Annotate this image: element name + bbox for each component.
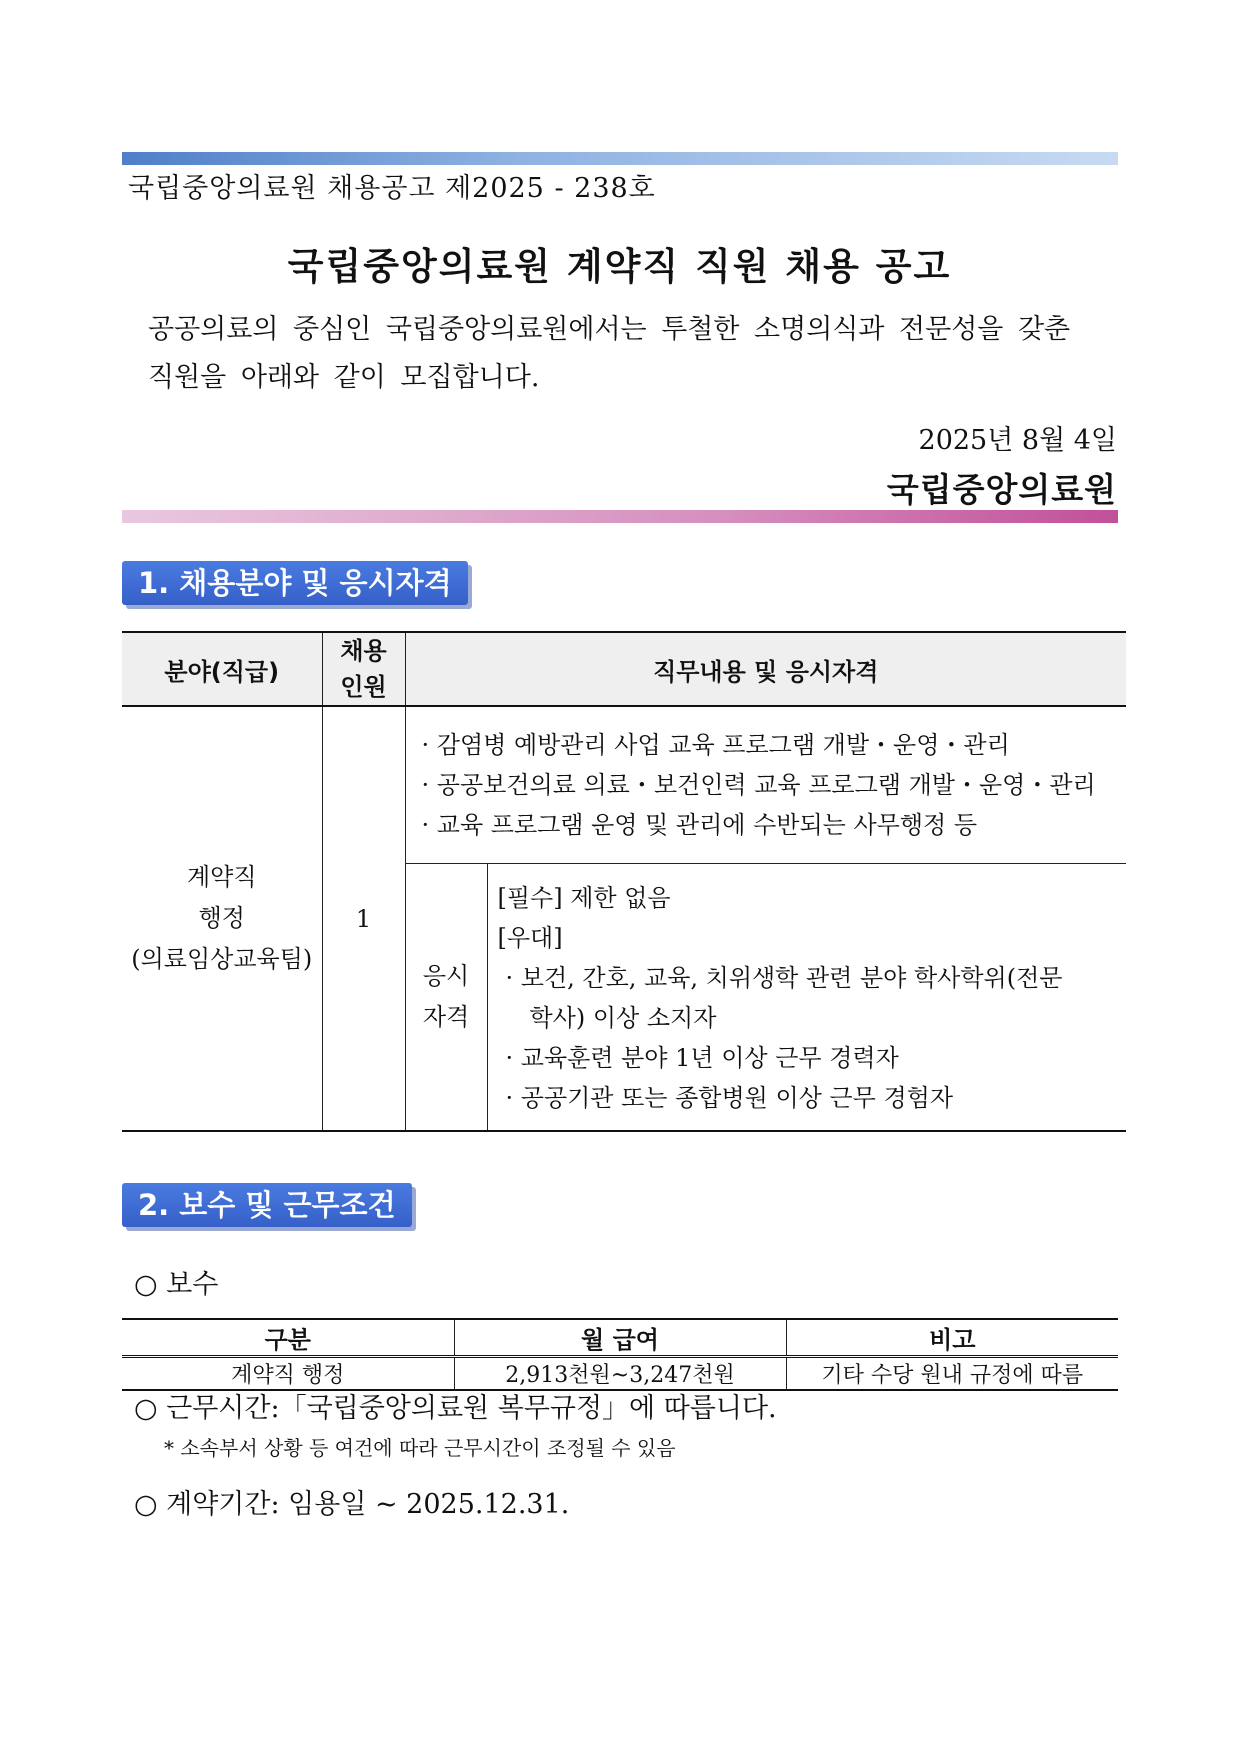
qual-preferred-item: · 보건, 간호, 교육, 치위생학 관련 분야 학사학위(전문 — [505, 964, 1063, 992]
count-cell: 1 — [322, 706, 405, 1131]
qual-preferred-item: 학사) 이상 소지자 — [529, 1004, 717, 1032]
field-line3: (의료임상교육팀) — [131, 945, 313, 973]
page-title: 국립중앙의료원 계약직 직원 채용 공고 — [287, 245, 952, 288]
duty-item: · 교육 프로그램 운영 및 관리에 수반되는 사무행정 등 — [421, 811, 978, 839]
field-line2: 행정 — [198, 904, 245, 932]
table-row — [122, 706, 1126, 864]
pay-table-header — [122, 1319, 1118, 1357]
notice-number: 국립중앙의료원 채용공고 제2025 - 238호 — [128, 173, 656, 204]
header-count-line2: 인원 — [340, 673, 387, 701]
header-bottom-bar — [122, 510, 1118, 523]
pay-header-salary: 월 급여 — [454, 1319, 786, 1357]
duty-item: · 공공보건의료 의료・보건인력 교육 프로그램 개발・운영・관리 — [421, 771, 1096, 799]
header-duties: 직무내용 및 응시자격 — [405, 632, 1126, 706]
qualifications-cell — [487, 864, 1126, 1132]
qual-preferred-item: · 교육훈련 분야 1년 이상 근무 경력자 — [505, 1044, 899, 1072]
pay-header-remarks: 비고 — [786, 1319, 1118, 1357]
field-line1: 계약직 — [186, 863, 257, 891]
contract-period: ○ 계약기간: 임용일 ~ 2025.12.31. — [134, 1489, 570, 1520]
header-count — [322, 632, 405, 706]
qualification-label-cell — [405, 864, 487, 1132]
qual-required: [필수] 제한 없음 — [497, 884, 671, 912]
work-hours: ○ 근무시간:「국립중앙의료원 복무규정」에 따릅니다. — [134, 1393, 777, 1424]
section-1-heading: 1. 채용분야 및 응시자격 — [122, 561, 468, 605]
pay-salary: 2,913천원~3,247천원 — [454, 1357, 786, 1391]
header-count-line1: 채용 — [340, 637, 387, 665]
pay-header-category: 구분 — [122, 1319, 454, 1357]
qual-label-line1: 응시 — [422, 962, 470, 990]
notice-date: 2025년 8월 4일 — [918, 425, 1117, 456]
header-top-bar — [122, 152, 1118, 165]
field-cell — [122, 706, 322, 1131]
table-row — [122, 1357, 1118, 1391]
section-2-heading: 2. 보수 및 근무조건 — [122, 1183, 412, 1227]
organization-name: 국립중앙의료원 — [886, 470, 1117, 509]
recruitment-table — [122, 631, 1126, 1132]
pay-table — [122, 1318, 1118, 1391]
pay-remarks: 기타 수당 원내 규정에 따름 — [786, 1357, 1118, 1391]
duties-cell — [405, 706, 1126, 864]
header-field: 분야(직급) — [122, 632, 322, 706]
pay-label: ○ 보수 — [134, 1269, 219, 1300]
duty-item: · 감염병 예방관리 사업 교육 프로그램 개발・운영・관리 — [421, 731, 1010, 759]
pay-category: 계약직 행정 — [122, 1357, 454, 1391]
intro-paragraph: 공공의료의 중심인 국립중앙의료원에서는 투철한 소명의식과 전문성을 갖춘 직원을 아래와 같이 모집합니다. — [148, 314, 1071, 393]
qual-label-line2: 자격 — [422, 1003, 470, 1031]
recruitment-table-header — [122, 632, 1126, 706]
qual-preferred-item: · 공공기관 또는 종합병원 이상 근무 경험자 — [505, 1084, 954, 1112]
work-hours-note: * 소속부서 상황 등 여건에 따라 근무시간이 조정될 수 있음 — [164, 1436, 676, 1460]
qual-preferred-title: [우대] — [497, 924, 563, 952]
